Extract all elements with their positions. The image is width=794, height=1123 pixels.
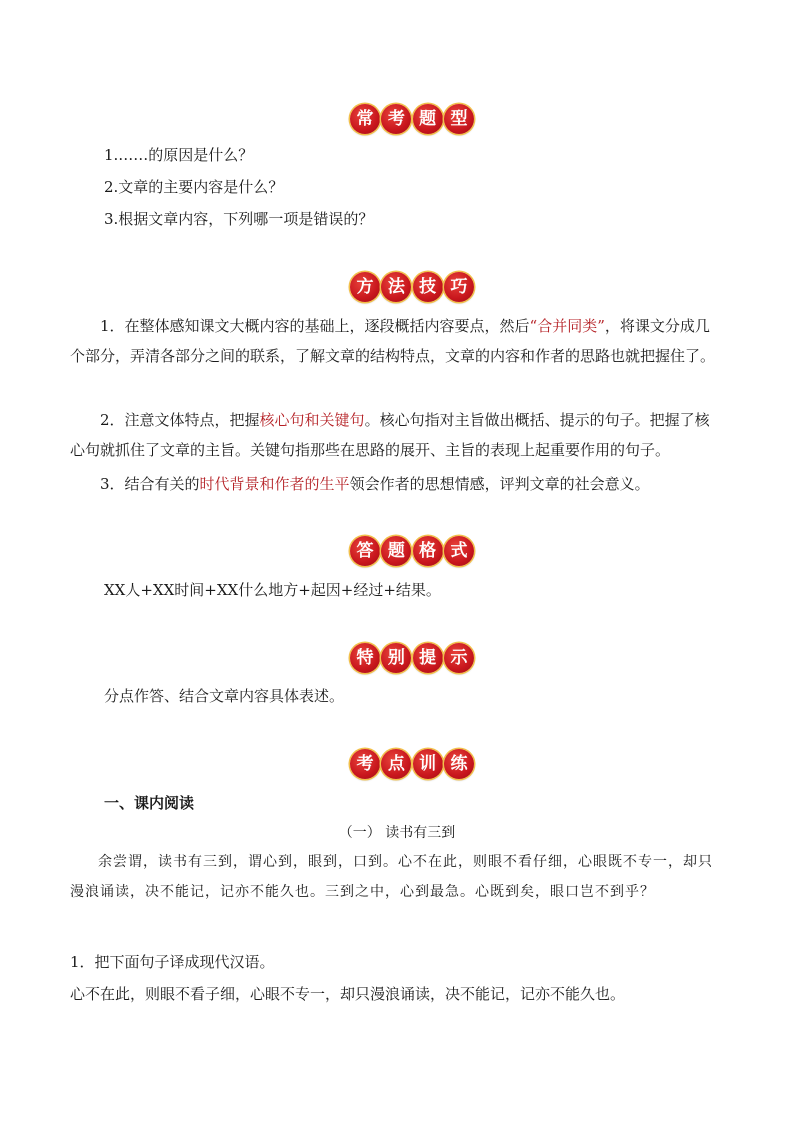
answer-format-text: XX人+XX时间+XX什么地方+起因+经过+结果。 xyxy=(104,581,441,599)
banner-char: 示 xyxy=(444,643,474,673)
banner-char: 常 xyxy=(350,104,380,134)
banner-char: 提 xyxy=(413,643,443,673)
part-heading: 一、课内阅读 xyxy=(104,794,195,812)
question-label: 1．把下面句子译成现代汉语。 xyxy=(70,953,275,971)
method-text: 领会作者的思想情感，评判文章的社会意义。 xyxy=(349,475,650,493)
banner-char: 题 xyxy=(381,536,411,566)
banner-char: 巧 xyxy=(444,272,474,302)
banner-char: 型 xyxy=(444,104,474,134)
banner-char: 法 xyxy=(381,272,411,302)
section-banner-training xyxy=(350,746,474,782)
passage-text: 余尝谓，读书有三到，谓心到，眼到，口到。心不在此，则眼不看仔细，心眼既不专一，却只漫浪诵读，决不能记，记亦不能久也。三到之中，心到最急。心既到矣，眼口岂不到乎？ xyxy=(70,854,713,900)
method-text: 3．结合有关的 xyxy=(100,475,200,493)
banner-char: 考 xyxy=(381,104,411,134)
method-text: ，将课文分成几个部分，弄清各部分之间的联系，了解文章的结构特点，文章的内容和作者的思路也就把握住了。 xyxy=(70,317,716,365)
method-highlight: “合并同类” xyxy=(529,317,605,335)
section-banner-special-tip xyxy=(350,640,474,676)
method-paragraph xyxy=(70,311,724,371)
question-item: 1.……的原因是什么？ xyxy=(104,146,254,164)
section-banner-answer-format xyxy=(350,533,474,569)
banner-char: 方 xyxy=(350,272,380,302)
section-banner-methods xyxy=(350,269,474,305)
banner-char: 考 xyxy=(350,749,380,779)
banner-char: 点 xyxy=(381,749,411,779)
passage-title: （一） 读书有三到 xyxy=(338,825,456,841)
method-text: 。核心句指对主旨做出概括、提示的句子。把握了核心句就抓住了文章的主旨。关键句指那些在思路的展开、主旨的表现上起重要作用的句子。 xyxy=(70,411,710,459)
banner-char: 训 xyxy=(413,749,443,779)
special-tip-text: 分点作答、结合文章内容具体表述。 xyxy=(104,687,345,705)
banner-char: 式 xyxy=(444,536,474,566)
method-text: 1．在整体感知课文大概内容的基础上，逐段概括内容要点，然后 xyxy=(100,317,530,335)
method-highlight: 时代背景和作者的生平 xyxy=(199,475,350,493)
banner-char: 特 xyxy=(350,643,380,673)
question-item: 3.根据文章内容，下列哪一项是错误的？ xyxy=(104,210,374,228)
banner-char: 练 xyxy=(444,749,474,779)
question-sentence: 心不在此，则眼不看子细，心眼不专一，却只漫浪诵读，决不能记，记亦不能久也。 xyxy=(70,985,626,1003)
banner-char: 技 xyxy=(413,272,443,302)
method-paragraph xyxy=(70,405,724,465)
banner-char: 别 xyxy=(381,643,411,673)
banner-char: 答 xyxy=(350,536,380,566)
question-item: 2.文章的主要内容是什么？ xyxy=(104,178,284,196)
banner-char: 格 xyxy=(413,536,443,566)
section-banner-common-question-types xyxy=(350,101,474,137)
method-highlight: 核心句和关键句 xyxy=(259,411,365,429)
banner-char: 题 xyxy=(413,104,443,134)
method-text: 2．注意文体特点，把握 xyxy=(100,411,260,429)
method-paragraph xyxy=(70,469,724,499)
